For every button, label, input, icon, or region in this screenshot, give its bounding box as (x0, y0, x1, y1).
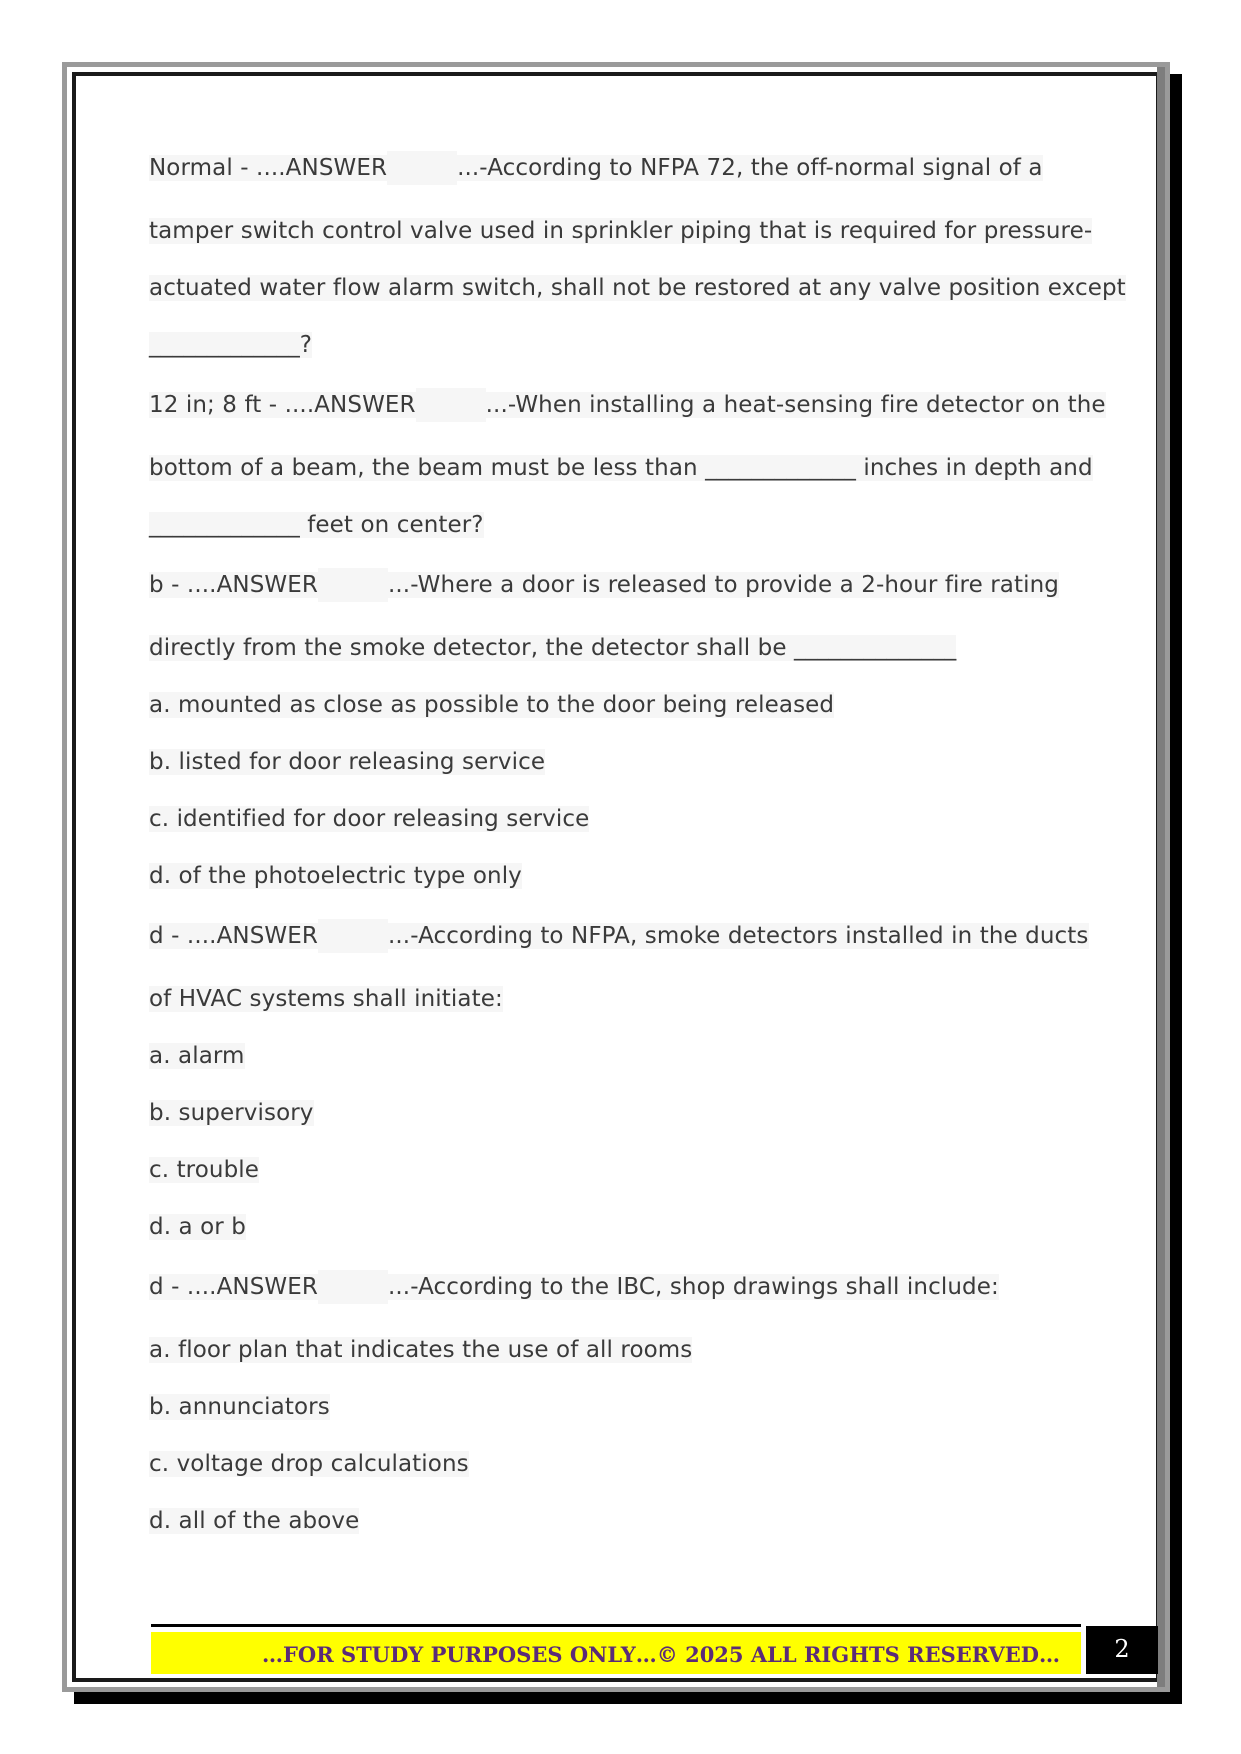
qa-5-option (149, 1333, 692, 1367)
qa-4-option (149, 1039, 245, 1073)
footer-rule (151, 1624, 1081, 1627)
qa-4-answer: d - ....ANSWER (149, 923, 318, 949)
qa-2-answer: 12 in; 8 ft - ....ANSWER (149, 392, 416, 418)
qa-5-option-c: c. voltage drop calculations (149, 1451, 469, 1477)
qa-1-question-line (149, 328, 312, 362)
qa-3-option (149, 859, 522, 893)
qa-1-question-line (149, 271, 1126, 305)
qa-5-first-line (149, 1270, 999, 1304)
qa-5-option-d: d. all of the above (149, 1508, 360, 1534)
qa-5-option (149, 1504, 359, 1538)
qa-3-option (149, 802, 589, 836)
qa-4-first-line (149, 919, 1089, 953)
qa-3-option-b: b. listed for door releasing service (149, 749, 546, 775)
qa-3-question-line: ...-Where a door is released to provide a 2-hour fire rating (387, 572, 1059, 598)
qa-5-answer: d - ....ANSWER (149, 1274, 318, 1300)
qa-3-question-line (149, 631, 956, 665)
qa-4-question-text: of HVAC systems shall initiate: (149, 986, 503, 1012)
qa-5-option (149, 1390, 330, 1424)
qa-3-option-d: d. of the photoelectric type only (149, 863, 522, 889)
page-edge (1157, 67, 1165, 1687)
qa-2-question-text: _____________ feet on center? (149, 512, 484, 538)
qa-1-question-line: ...-According to NFPA 72, the off-normal signal of a (457, 155, 1043, 181)
qa-1-answer: Normal - ....ANSWER (149, 155, 388, 181)
qa-5-option (149, 1447, 469, 1481)
qa-2-question-text: bottom of a beam, the beam must be less than _____________ inches in depth and (149, 455, 1093, 481)
qa-4-option-d: d. a or b (149, 1214, 246, 1240)
qa-3-first-line (149, 568, 1059, 602)
qa-4-option (149, 1210, 246, 1244)
qa-2-question-line (149, 451, 1093, 485)
qa-5-option-b: b. annunciators (149, 1394, 330, 1420)
qa-4-question-line (149, 982, 503, 1016)
qa-5-question-line: ...-According to the IBC, shop drawings shall include: (387, 1274, 999, 1300)
qa-2-question-line: ...-When installing a heat-sensing fire detector on the (485, 392, 1106, 418)
qa-4-question-line: ...-According to NFPA, smoke detectors installed in the ducts (387, 923, 1089, 949)
qa-4-option-a: a. alarm (149, 1043, 245, 1069)
qa-1-question-text: tamper switch control valve used in sprinkler piping that is required for pressure- (149, 218, 1093, 244)
qa-1-question-line (149, 214, 1092, 248)
qa-3-option (149, 688, 834, 722)
qa-2-question-line (149, 508, 484, 542)
qa-2-first-line (149, 388, 1106, 422)
page-number: 2 (1086, 1626, 1158, 1674)
qa-3-question-text: directly from the smoke detector, the detector shall be ______________ (149, 635, 957, 661)
qa-4-option-c: c. trouble (149, 1157, 260, 1183)
qa-1-question-text: _____________? (149, 332, 313, 358)
qa-5-option-a: a. floor plan that indicates the use of all rooms (149, 1337, 693, 1363)
qa-4-option (149, 1096, 314, 1130)
qa-3-option-c: c. identified for door releasing service (149, 806, 590, 832)
footer-notice: …FOR STUDY PURPOSES ONLY…© 2025 ALL RIGHTS RESERVED… (151, 1632, 1081, 1674)
qa-3-option (149, 745, 545, 779)
qa-1-question-text: actuated water flow alarm switch, shall not be restored at any valve position except (149, 275, 1126, 301)
qa-3-option-a: a. mounted as close as possible to the door being released (149, 692, 835, 718)
qa-4-option-b: b. supervisory (149, 1100, 314, 1126)
qa-4-option (149, 1153, 259, 1187)
qa-3-answer: b - ....ANSWER (149, 572, 318, 598)
qa-1-first-line (149, 151, 1043, 185)
